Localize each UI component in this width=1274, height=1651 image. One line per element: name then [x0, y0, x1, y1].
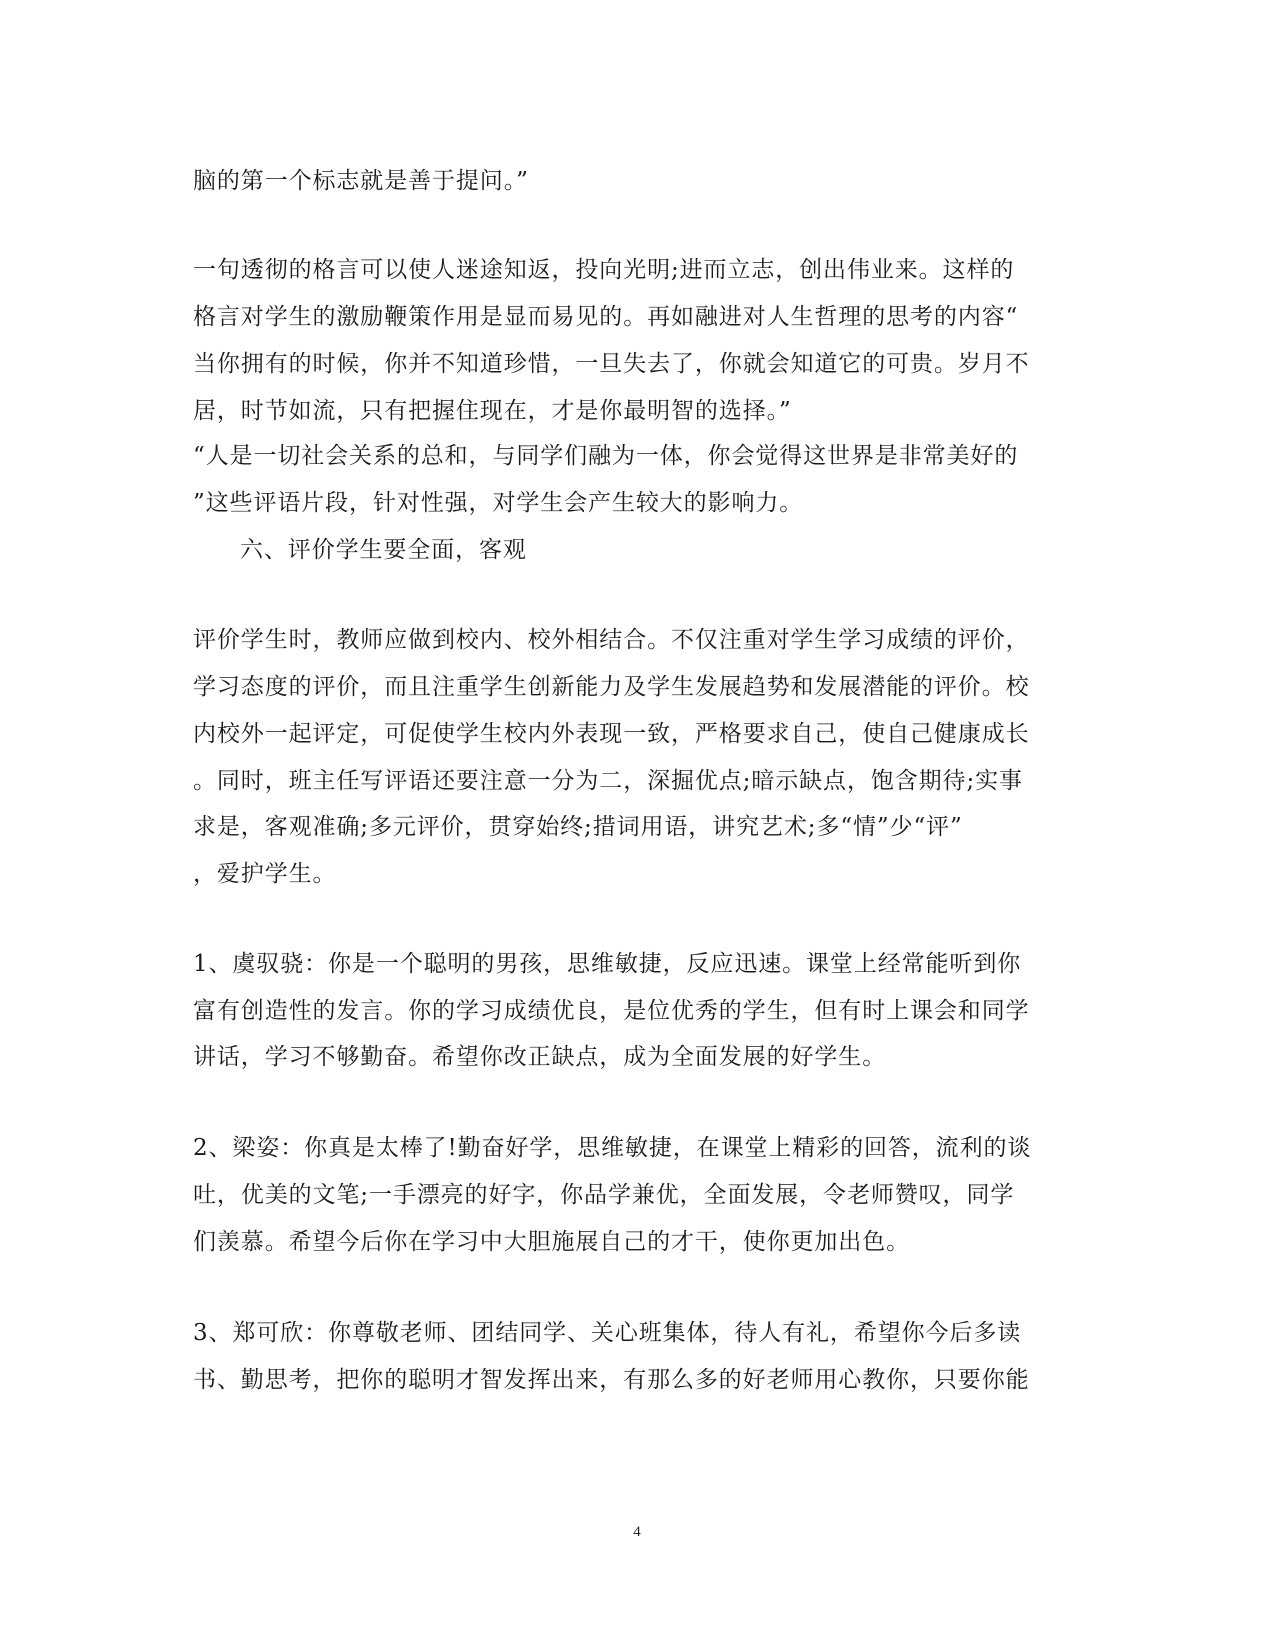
text-line: 富有创造性的发言。你的学习成绩优良，是位优秀的学生，但有时上课会和同学: [193, 998, 1030, 1024]
text-line: 3、郑可欣：你尊敬老师、团结同学、关心班集体，待人有礼，希望你今后多读: [193, 1320, 1022, 1346]
text-line: 吐，优美的文笔;一手漂亮的好字，你品学兼优，全面发展，令老师赞叹，同学: [193, 1182, 1015, 1208]
text-line: 格言对学生的激励鞭策作用是显而易见的。再如融进对人生哲理的思考的内容“: [193, 304, 1019, 330]
text-line: 1、虞驭骁：你是一个聪明的男孩，思维敏捷，反应迅速。课堂上经常能听到你: [193, 951, 1022, 977]
text-line: 脑的第一个标志就是善于提问。”: [193, 168, 529, 194]
text-line: ，爱护学生。: [193, 861, 337, 887]
text-line: 们羡慕。希望今后你在学习中大胆施展自己的才干，使你更加出色。: [193, 1229, 910, 1255]
text-line: “人是一切社会关系的总和，与同学们融为一体，你会觉得这世界是非常美好的: [193, 443, 1019, 469]
text-line: 当你拥有的时候，你并不知道珍惜，一旦失去了，你就会知道它的可贵。岁月不: [193, 351, 1030, 377]
text-line: ”这些评语片段，针对性强，对学生会产生较大的影响力。: [193, 490, 804, 516]
text-line: 居，时节如流，只有把握住现在，才是你最明智的选择。”: [193, 398, 792, 424]
text-line: 2、梁姿：你真是太棒了!勤奋好学，思维敏捷，在课堂上精彩的回答，流利的谈: [193, 1135, 1032, 1161]
text-line: 评价学生时，教师应做到校内、校外相结合。不仅注重对学生学习成绩的评价，: [193, 627, 1030, 653]
text-line: 学习态度的评价，而且注重学生创新能力及学生发展趋势和发展潜能的评价。校: [193, 674, 1030, 700]
text-line: 书、勤思考，把你的聪明才智发挥出来，有那么多的好老师用心教你，只要你能: [193, 1367, 1030, 1393]
section-heading: 六、评价学生要全面，客观: [240, 537, 527, 563]
text-line: 讲话，学习不够勤奋。希望你改正缺点，成为全面发展的好学生。: [193, 1044, 887, 1070]
page-number: 4: [633, 1524, 641, 1540]
text-line: 一句透彻的格言可以使人迷途知返，投向光明;进而立志，创出伟业来。这样的: [193, 257, 1015, 283]
text-line: 。同时，班主任写评语还要注意一分为二，深掘优点;暗示缺点，饱含期待;实事: [193, 768, 1023, 794]
text-line: 求是，客观准确;多元评价，贯穿始终;措词用语，讲究艺术;多“情”少“评”: [193, 814, 963, 840]
text-line: 内校外一起评定，可促使学生校内外表现一致，严格要求自己，使自己健康成长: [193, 721, 1030, 747]
